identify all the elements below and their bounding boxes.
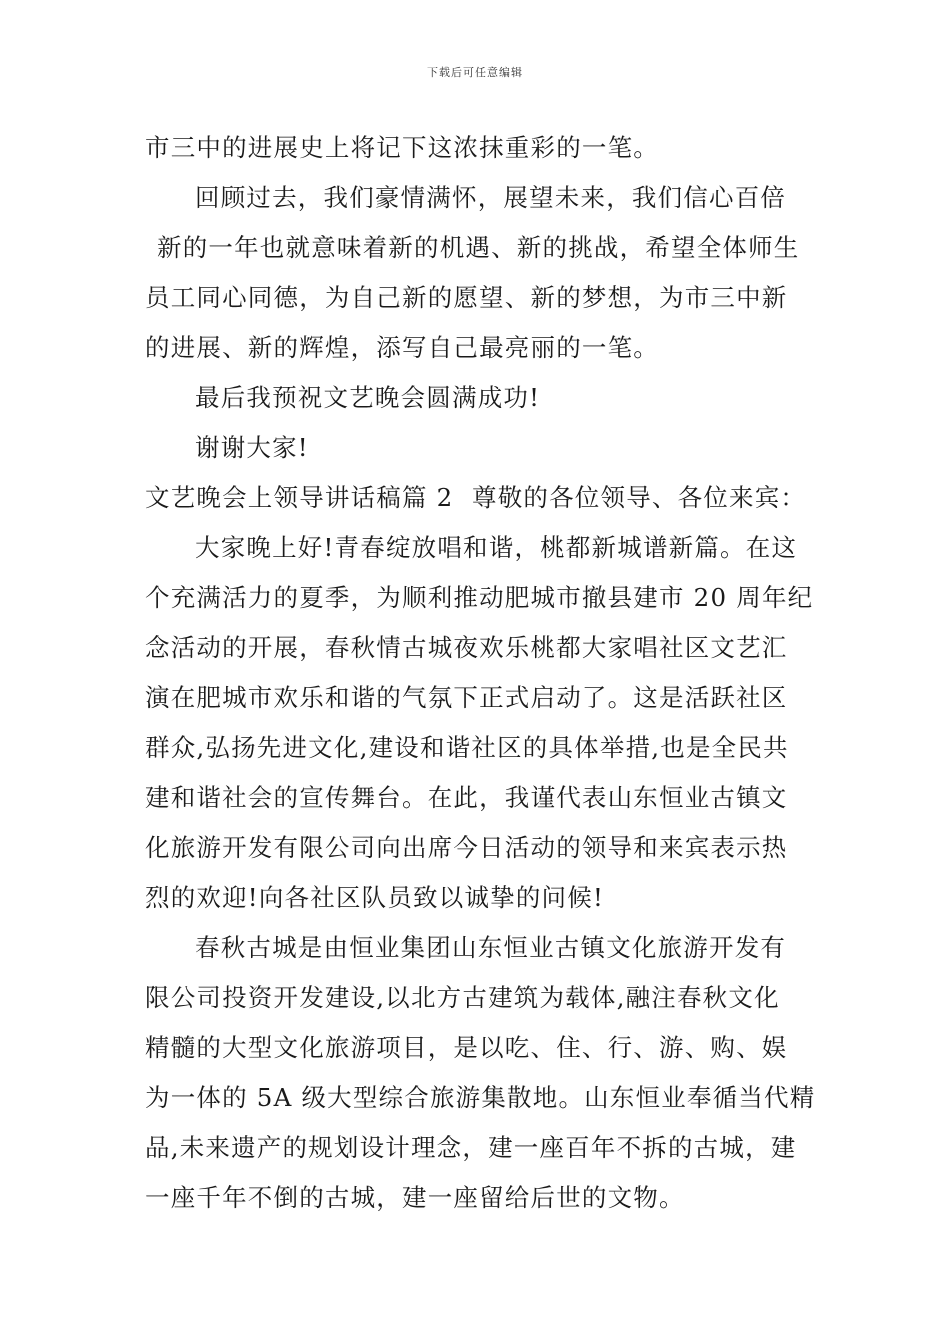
text-line: 烈的欢迎!向各社区队员致以诚挚的问候! bbox=[145, 883, 604, 912]
text-line: 群众,弘扬先进文化,建设和谐社区的具体举措,也是全民共 bbox=[145, 733, 789, 762]
text-line: 春秋古城是由恒业集团山东恒业古镇文化旅游开发有 bbox=[195, 933, 787, 962]
text-line: 品,未来遗产的规划设计理念，建一座百年不拆的古城，建 bbox=[145, 1133, 797, 1162]
text-line: 谢谢大家! bbox=[195, 433, 309, 462]
text-line: 建和谐社会的宣传舞台。在此，我谨代表山东恒业古镇文 bbox=[145, 783, 788, 812]
text-line: 市三中的进展史上将记下这浓抹重彩的一笔。 bbox=[145, 133, 659, 162]
text-line: 为一体的 5A 级大型综合旅游集散地。山东恒业奉循当代精 bbox=[145, 1083, 816, 1112]
text-line: 员工同心同德，为自己新的愿望、新的梦想，为市三中新 bbox=[145, 283, 788, 312]
text-line: 化旅游开发有限公司向出席今日活动的领导和来宾表示热 bbox=[145, 833, 788, 862]
text-line: 一座千年不倒的古城，建一座留给后世的文物。 bbox=[145, 1183, 685, 1212]
text-line: 限公司投资开发建设,以北方古建筑为载体,融注春秋文化 bbox=[145, 983, 780, 1012]
text-line: 尊敬的各位领导、各位来宾： bbox=[472, 483, 807, 512]
text-line: 回顾过去，我们豪情满怀，展望未来，我们信心百倍 bbox=[195, 183, 787, 212]
text-line: 最后我预祝文艺晚会圆满成功! bbox=[195, 383, 541, 412]
page-header: 下载后可任意编辑 bbox=[427, 66, 523, 79]
text-line: 念活动的开展，春秋情古城夜欢乐桃都大家唱社区文艺汇 bbox=[145, 633, 788, 662]
text-line: 的进展、新的辉煌，添写自己最亮丽的一笔。 bbox=[145, 333, 659, 362]
text-line: 个充满活力的夏季，为顺利推动肥城市撤县建市 20 周年纪 bbox=[145, 583, 814, 612]
text-line: 精髓的大型文化旅游项目，是以吃、住、行、游、购、娱 bbox=[145, 1033, 788, 1062]
text-line: 大家晚上好!青春绽放唱和谐，桃都新城谱新篇。在这 bbox=[195, 533, 798, 562]
text-line: 演在肥城市欢乐和谐的气氛下正式启动了。这是活跃社区 bbox=[145, 683, 788, 712]
section-title: 文艺晚会上领导讲话稿篇 2 bbox=[145, 483, 454, 512]
text-line: 新的一年也就意味着新的机遇、新的挑战，希望全体师生 bbox=[157, 233, 800, 262]
